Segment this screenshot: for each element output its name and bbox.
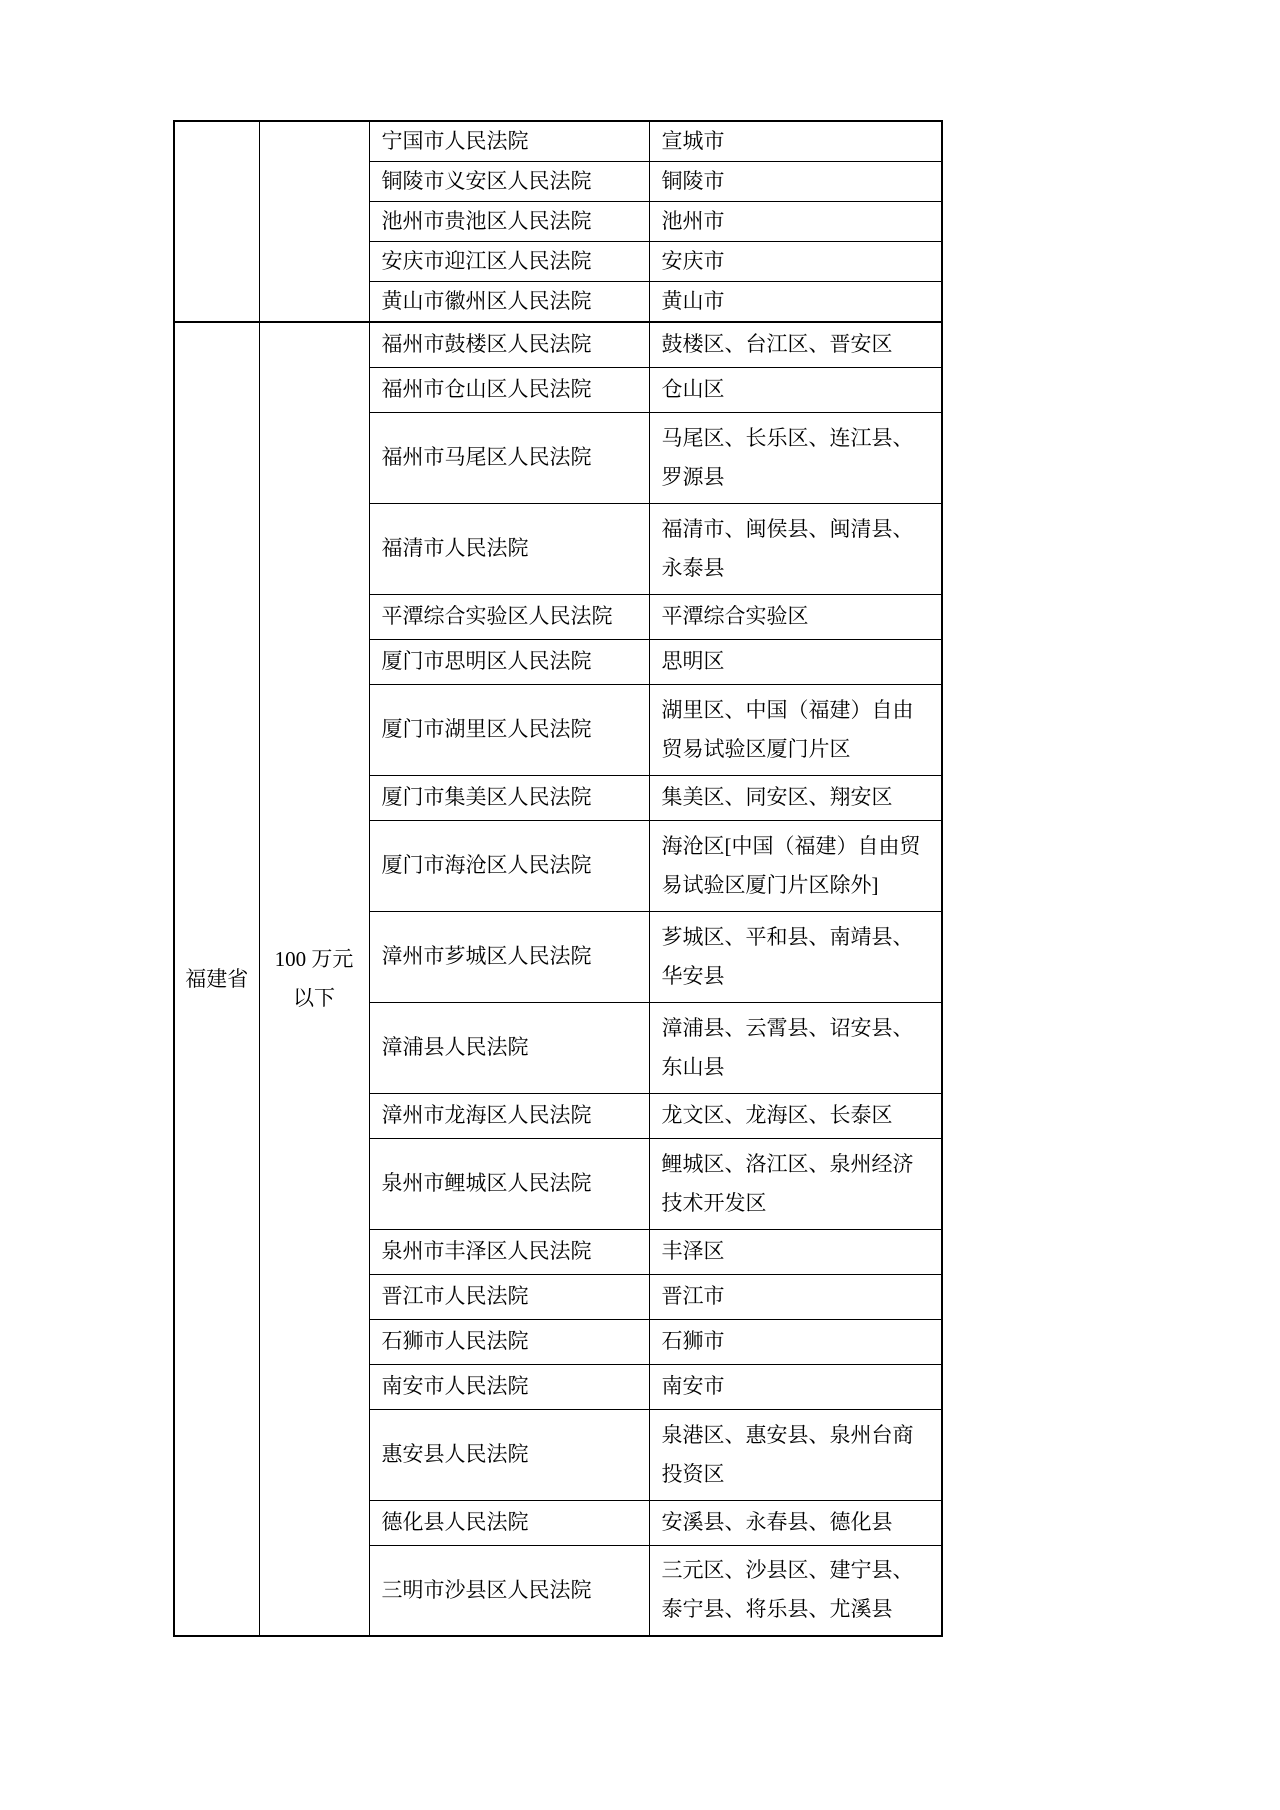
- table-section: [174, 121, 942, 322]
- amount-level-cell: [259, 121, 369, 322]
- jurisdiction-area-cell: 宣城市: [649, 121, 942, 162]
- court-cell: 福清市人民法院: [369, 503, 649, 594]
- court-cell: 安庆市迎江区人民法院: [369, 242, 649, 282]
- jurisdiction-area-cell: 安溪县、永春县、德化县: [649, 1500, 942, 1545]
- court-cell: 平潭综合实验区人民法院: [369, 594, 649, 639]
- court-cell: 池州市贵池区人民法院: [369, 202, 649, 242]
- amount-line: 100 万元: [274, 947, 354, 971]
- jurisdiction-area-cell: 海沧区[中国（福建）自由贸易试验区厦门片区除外]: [649, 820, 942, 911]
- court-cell: 厦门市海沧区人民法院: [369, 820, 649, 911]
- jurisdiction-area-cell: 芗城区、平和县、南靖县、华安县: [649, 911, 942, 1002]
- jurisdiction-area-cell: 丰泽区: [649, 1229, 942, 1274]
- table-section: [174, 322, 942, 1636]
- jurisdiction-area-cell: 马尾区、长乐区、连江县、罗源县: [649, 412, 942, 503]
- jurisdiction-area-cell: 黄山市: [649, 282, 942, 323]
- court-cell: 晋江市人民法院: [369, 1274, 649, 1319]
- jurisdiction-area-cell: 龙文区、龙海区、长泰区: [649, 1093, 942, 1138]
- jurisdiction-area-cell: 湖里区、中国（福建）自由贸易试验区厦门片区: [649, 684, 942, 775]
- jurisdiction-area-cell: 仓山区: [649, 367, 942, 412]
- jurisdiction-area-cell: 鲤城区、洛江区、泉州经济技术开发区: [649, 1138, 942, 1229]
- amount-level-cell: [259, 322, 369, 1636]
- court-cell: 福州市鼓楼区人民法院: [369, 322, 649, 367]
- jurisdiction-area-cell: 福清市、闽侯县、闽清县、永泰县: [649, 503, 942, 594]
- court-cell: 黄山市徽州区人民法院: [369, 282, 649, 323]
- jurisdiction-area-cell: 铜陵市: [649, 162, 942, 202]
- jurisdiction-area-cell: 鼓楼区、台江区、晋安区: [649, 322, 942, 367]
- court-cell: 厦门市集美区人民法院: [369, 775, 649, 820]
- court-cell: 南安市人民法院: [369, 1364, 649, 1409]
- jurisdiction-area-cell: 思明区: [649, 639, 942, 684]
- jurisdiction-area-cell: 池州市: [649, 202, 942, 242]
- court-cell: 福州市仓山区人民法院: [369, 367, 649, 412]
- province-cell: [174, 121, 259, 322]
- court-cell: 漳浦县人民法院: [369, 1002, 649, 1093]
- amount-line: 以下: [293, 986, 335, 1010]
- jurisdiction-table: [173, 120, 943, 1637]
- court-cell: 泉州市鲤城区人民法院: [369, 1138, 649, 1229]
- jurisdiction-area-cell: 晋江市: [649, 1274, 942, 1319]
- jurisdiction-area-cell: 安庆市: [649, 242, 942, 282]
- court-cell: 惠安县人民法院: [369, 1409, 649, 1500]
- jurisdiction-table-wrapper: [173, 120, 943, 1637]
- province-cell: 福建省: [174, 322, 259, 1636]
- court-cell: 漳州市龙海区人民法院: [369, 1093, 649, 1138]
- jurisdiction-area-cell: 南安市: [649, 1364, 942, 1409]
- court-cell: 福州市马尾区人民法院: [369, 412, 649, 503]
- court-cell: 石狮市人民法院: [369, 1319, 649, 1364]
- court-cell: 漳州市芗城区人民法院: [369, 911, 649, 1002]
- jurisdiction-area-cell: 平潭综合实验区: [649, 594, 942, 639]
- table-row: [174, 322, 942, 367]
- jurisdiction-area-cell: 漳浦县、云霄县、诏安县、东山县: [649, 1002, 942, 1093]
- court-cell: 铜陵市义安区人民法院: [369, 162, 649, 202]
- court-cell: 厦门市思明区人民法院: [369, 639, 649, 684]
- jurisdiction-area-cell: 泉港区、惠安县、泉州台商投资区: [649, 1409, 942, 1500]
- court-cell: 德化县人民法院: [369, 1500, 649, 1545]
- court-cell: 泉州市丰泽区人民法院: [369, 1229, 649, 1274]
- jurisdiction-area-cell: 石狮市: [649, 1319, 942, 1364]
- court-cell: 厦门市湖里区人民法院: [369, 684, 649, 775]
- court-cell: 三明市沙县区人民法院: [369, 1545, 649, 1636]
- jurisdiction-area-cell: 三元区、沙县区、建宁县、泰宁县、将乐县、尤溪县: [649, 1545, 942, 1636]
- table-row: [174, 121, 942, 162]
- jurisdiction-area-cell: 集美区、同安区、翔安区: [649, 775, 942, 820]
- court-cell: 宁国市人民法院: [369, 121, 649, 162]
